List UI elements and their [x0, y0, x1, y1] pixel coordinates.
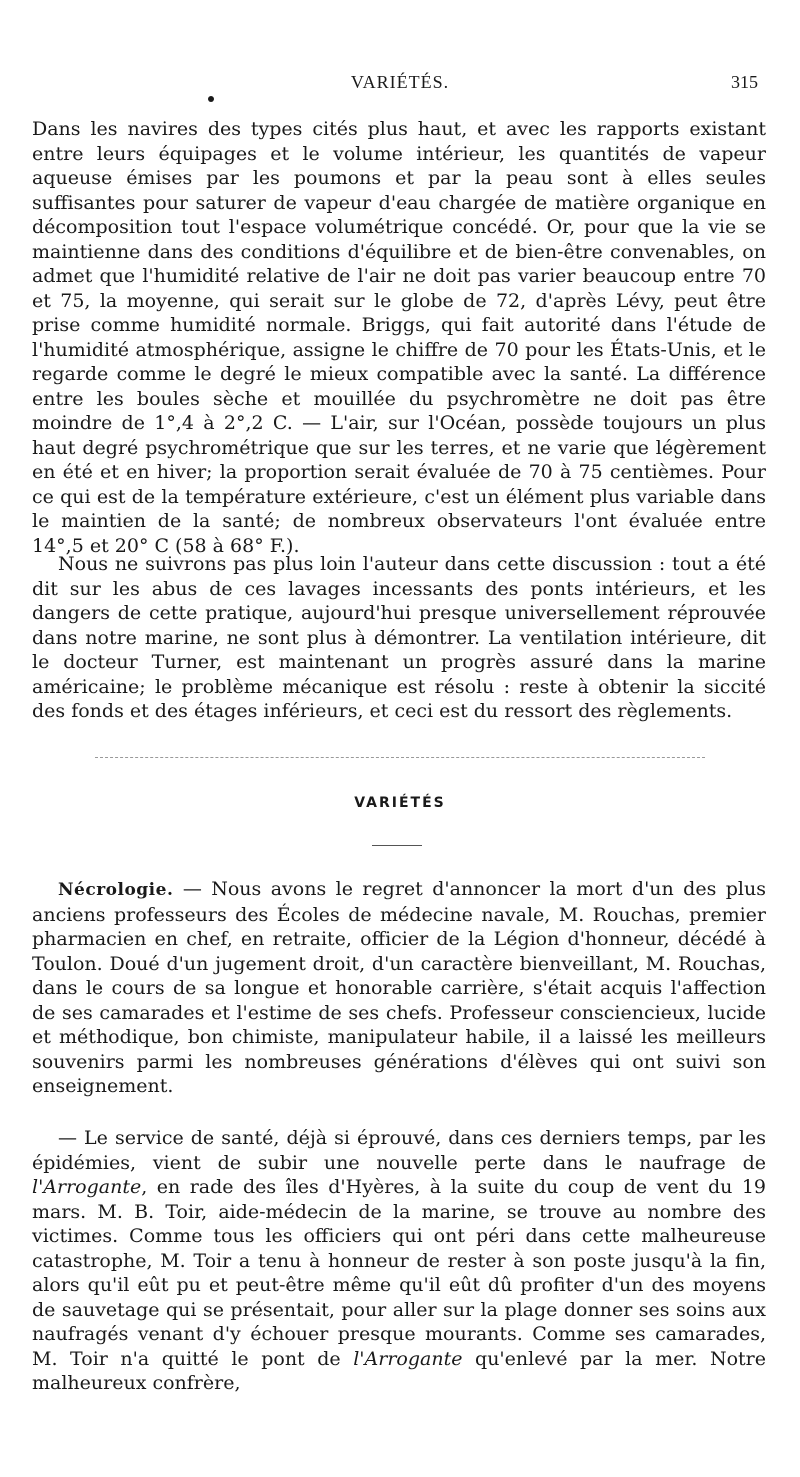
running-title: VARIÉTÉS.: [350, 72, 450, 92]
title-rule: [372, 845, 422, 846]
ship-name: l'Arrogante: [32, 1176, 142, 1198]
section-title: VARIÉTÉS: [354, 795, 446, 811]
paragraph-humidity: Dans les navires des types cités plus haut, et avec les rapports existant entre leurs équipages et le volume intérieur, les quantités de vapeur aqueuse émises par les poumons et par la peau sont à elles seules suffisantes pour saturer de vapeur d'eau chargée de matière organique en décomposition tout l'espace volumétrique concédé. Or, pour que la vie se maintienne dans des conditions d'équilibre et de bien-être convenables, on admet que l'humidité relative de l'air ne doit pas varier beaucoup entre 70 et 75, la moyenne, qui serait sur le globe de 72, d'après Lévy, peut être prise comme humidité normale. Briggs, qui fait autorité dans l'étude de l'humidité atmosphérique, assigne le chiffre de 70 pour les États-Unis, et le regarde comme le degré le mieux compatible avec la santé. La différence entre les boules sèche et mouillée du psychromètre ne doit pas être moindre de 1°,4 à 2°,2 C. — L'air, sur l'Océan, possède toujours un plus haut degré psychrométrique que sur les terres, et ne varie que légèrement en été et en hiver; la proportion serait évaluée de 70 à 75 centièmes. Pour ce qui est de la température extérieure, c'est un élément plus variable dans le maintien de la santé; de nombreux observateurs l'ont évaluée entre 14°,5 et 20° C (58 à 68° F.).: [32, 118, 766, 557]
necrologie-text: — Nous avons le regret d'annoncer la mort d'un des plus anciens professeurs des Écoles de médecine navale, M. Rouchas, premier pharmacien en chef, en retraite, officier de la Légion d'honneur, décédé à Toulon. Doué d'un jugement droit, d'un caractère bienveillant, M. Rouchas, dans le cours de sa longue et honorable carrière, s'était acquis l'affection de ses camarades et l'estime de ses chefs. Professeur consciencieux, lucide et méthodique, bon chimiste, manipulateur habile, il a laissé les meilleurs souvenirs parmi les nombreuses générations d'élèves qui ont suivi son enseignement.: [32, 878, 766, 1097]
paragraph-ventilation: Nous ne suivrons pas plus loin l'auteur dans cette discussion : tout a été dit sur les abus de ces lavages incessants des ponts intérieurs, et les dangers de cette pratique, aujourd'hui presque universellement réprouvée dans notre marine, ne sont plus à démontrer. La ventilation intérieure, dit le docteur Turner, est maintenant un progrès assuré dans la marine américaine; le problème mécanique est résolu : reste à obtenir la siccité des fonds et des étages inférieurs, et ceci est du ressort des règlements.: [32, 553, 766, 722]
arrogante-text-2: , en rade des îles d'Hyères, à la suite du coup de vent du 19 mars. M. B. Toir, aide-médecin de la marine, se trouve au nombre des victimes. Comme tous les officiers qui ont péri dans cette malheureuse catastrophe, M. Toir a tenu à honneur de rester à son poste jusqu'à la fin, alors qu'il eût pu et peut-être même qu'il eût dû profiter d'un des moyens de sauvetage qui se présentait, pour aller sur la plage donner ses soins aux naufragés venant d'y échouer presque mourants. Comme ses camarades, M. Toir n'a quitté le pont de: [32, 1176, 766, 1370]
paragraph-necrologie: [32, 877, 766, 1099]
section-separator: [95, 757, 705, 758]
ship-name: l'Arrogante: [353, 1347, 463, 1370]
paragraph-arrogante: [32, 1126, 766, 1396]
arrogante-text-3: qu'enlevé par la mer. Notre malheureux confrère,: [32, 1347, 766, 1394]
bullet-mark: [208, 96, 214, 102]
arrogante-text-1: — Le service de santé, déjà si éprouvé, dans ces derniers temps, par les épidémies, vient de subir une nouvelle perte dans le naufrage de: [32, 1127, 766, 1174]
necrologie-kicker: Nécrologie.: [58, 880, 174, 900]
running-header: [0, 72, 800, 102]
page-number: 315: [731, 72, 758, 92]
